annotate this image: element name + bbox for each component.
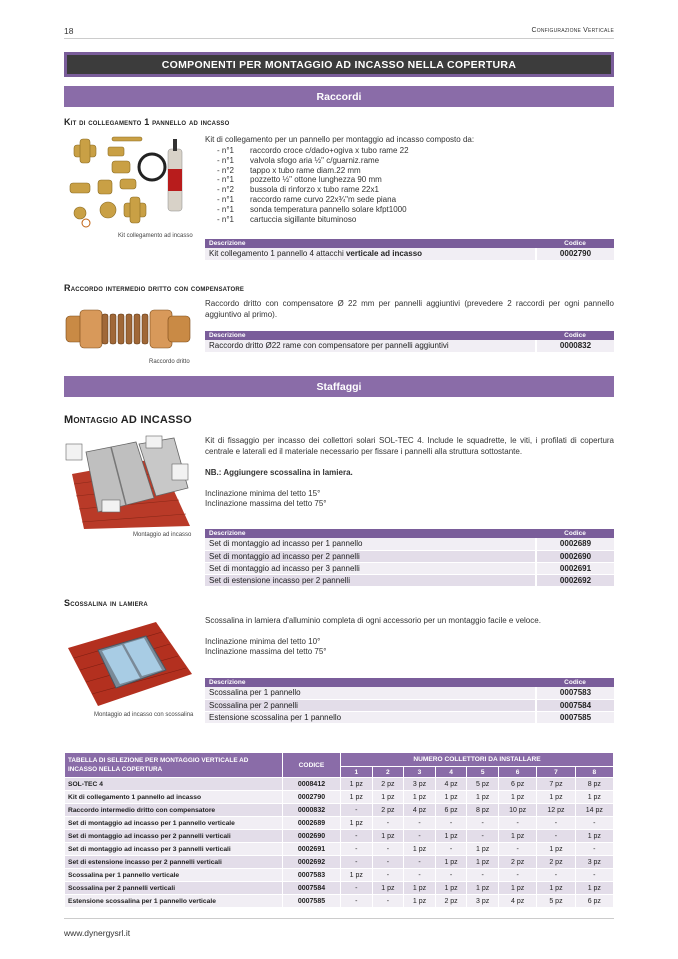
column-header: 3 [404, 767, 436, 778]
row-quantity: 8 pz [467, 804, 499, 817]
row-quantity: 5 pz [467, 778, 499, 791]
selection-table [64, 752, 614, 908]
column-header: 5 [467, 767, 499, 778]
row-label: Kit di collegamento 1 pannello ad incasso [65, 791, 283, 804]
montaggio-note: NB.: Aggiungere scossalina in lamiera. [205, 468, 353, 477]
list-item: - n°2 bussola di rinforzo x tubo rame 22x1 [217, 185, 379, 195]
row-quantity: 1 pz [467, 791, 499, 804]
kit-intro: Kit di collegamento per un pannello per montaggio ad incasso composto da: [205, 135, 475, 144]
row-quantity: 1 pz [467, 843, 499, 856]
row-quantity: - [404, 869, 436, 882]
row-quantity: 1 pz [404, 895, 436, 908]
row-quantity: 1 pz [435, 791, 467, 804]
table-header-code: Codice [536, 678, 614, 687]
table-row [65, 830, 614, 843]
main-title-banner [64, 52, 614, 77]
scossalina-image [64, 618, 194, 708]
list-item: - n°1 raccordo rame curvo 22x¾"m sede piana [217, 194, 397, 204]
row-quantity: 6 pz [575, 895, 613, 908]
row-quantity: 4 pz [435, 778, 467, 791]
row-quantity: 1 pz [537, 843, 575, 856]
list-item: - n°1 cartuccia sigillante bituminoso [217, 214, 357, 224]
raccordo-title: Raccordo intermedio dritto con compensatore [64, 283, 245, 293]
row-quantity: 1 pz [404, 791, 436, 804]
row-quantity: - [341, 804, 373, 817]
table-row [65, 817, 614, 830]
row-label: Set di montaggio ad incasso per 2 pannelli verticali [65, 830, 283, 843]
row-quantity: - [467, 869, 499, 882]
scossalina-incl-min: Inclinazione minima del tetto 10° [205, 637, 321, 646]
scossalina-description: Scossalina in lamiera d'alluminio completa di ogni accessorio per un montaggio facile e veloce. [205, 616, 541, 625]
selection-title: TABELLA DI SELEZIONE PER MONTAGGIO VERTICALE AD INCASSO NELLA COPERTURA [65, 753, 283, 778]
kit-items-list [205, 146, 409, 224]
row-label: Set di montaggio ad incasso per 3 pannelli verticali [65, 843, 283, 856]
row-label: SOL-TEC 4 [65, 778, 283, 791]
row-quantity: 1 pz [341, 791, 373, 804]
row-quantity: 1 pz [435, 830, 467, 843]
raccordo-product-table [205, 331, 614, 353]
row-quantity: 1 pz [537, 882, 575, 895]
montaggio-incl-max: Inclinazione massima del tetto 75° [205, 499, 327, 508]
raccordo-caption: Raccordo dritto [149, 359, 190, 365]
list-item: - n°2 tappo x tubo rame diam.22 mm [217, 165, 361, 175]
page-number: 18 [64, 26, 74, 36]
row-quantity: - [404, 830, 436, 843]
row-quantity: - [404, 856, 436, 869]
row-quantity: - [498, 869, 536, 882]
row-quantity: 4 pz [404, 804, 436, 817]
montaggio-title: Montaggio AD INCASSO [64, 414, 192, 426]
row-quantity: - [372, 895, 404, 908]
row-quantity: 2 pz [435, 895, 467, 908]
list-item: - n°1 raccordo croce c/dado+ogiva x tubo rame 22 [217, 146, 409, 155]
row-quantity: 1 pz [435, 856, 467, 869]
row-quantity: 1 pz [498, 830, 536, 843]
row-quantity: - [341, 843, 373, 856]
column-header: 7 [537, 767, 575, 778]
table-row [65, 791, 614, 804]
kit-image [64, 135, 194, 230]
column-header: 8 [575, 767, 613, 778]
table-header-code: Codice [536, 239, 614, 248]
row-code: 0002692 [283, 856, 341, 869]
column-header: 4 [435, 767, 467, 778]
scossalina-title: Scossalina in lamiera [64, 598, 148, 608]
table-header-description: Descrizione [205, 239, 536, 248]
table-row [65, 778, 614, 791]
row-quantity: 1 pz [575, 882, 613, 895]
row-quantity: 1 pz [467, 856, 499, 869]
row-quantity: 10 pz [498, 804, 536, 817]
kit-caption: Kit collegamento ad incasso [118, 233, 193, 239]
row-quantity: - [435, 869, 467, 882]
row-code: 0008412 [283, 778, 341, 791]
main-title: COMPONENTI PER MONTAGGIO AD INCASSO NELLA COPERTURA [67, 55, 611, 74]
row-quantity: 1 pz [404, 882, 436, 895]
column-header: 2 [372, 767, 404, 778]
row-code: 0002691 [283, 843, 341, 856]
row-quantity: - [341, 830, 373, 843]
row-quantity: - [467, 830, 499, 843]
row-quantity: - [435, 843, 467, 856]
table-header-code: Codice [536, 529, 614, 538]
row-label: Estensione scossalina per 1 pannello verticale [65, 895, 283, 908]
section-header: Configurazione Verticale [531, 27, 614, 34]
row-quantity: - [498, 843, 536, 856]
table-header-code: Codice [536, 331, 614, 340]
list-item: - n°1 valvola sfogo aria ½" c/guarniz.rame [217, 155, 380, 165]
table-row: Estensione scossalina per 1 pannello 0007585 [205, 711, 614, 723]
row-quantity: 2 pz [537, 856, 575, 869]
row-quantity: - [341, 882, 373, 895]
row-quantity: 3 pz [404, 778, 436, 791]
row-code: 0007584 [283, 882, 341, 895]
band-raccordi: Raccordi [64, 86, 614, 107]
column-header: 6 [498, 767, 536, 778]
row-quantity: - [341, 856, 373, 869]
raccordo-description: Raccordo dritto con compensatore Ø 22 mm per pannelli aggiuntivi (prevedere 2 raccordi per ogni pannello aggiuntivo al primo). [205, 299, 614, 319]
row-quantity: 1 pz [372, 830, 404, 843]
table-row: Set di montaggio ad incasso per 3 pannelli 0002691 [205, 562, 614, 574]
row-quantity: - [575, 817, 613, 830]
row-quantity: 14 pz [575, 804, 613, 817]
scossalina-product-table [205, 678, 614, 724]
row-quantity: 1 pz [498, 882, 536, 895]
kit-product-table [205, 239, 614, 261]
row-quantity: 3 pz [467, 895, 499, 908]
footer-divider [64, 918, 614, 919]
band-staffaggi: Staffaggi [64, 376, 614, 397]
table-row: Scossalina per 1 pannello 0007583 [205, 687, 614, 699]
scossalina-caption: Montaggio ad incasso con scossalina [94, 712, 194, 718]
list-item: - n°1 sonda temperatura pannello solare kfpt1000 [217, 204, 407, 214]
table-row: Set di montaggio ad incasso per 1 pannello 0002689 [205, 538, 614, 550]
row-quantity: 1 pz [341, 778, 373, 791]
row-code: 0002690 [283, 830, 341, 843]
row-quantity: 3 pz [575, 856, 613, 869]
table-row [65, 882, 614, 895]
scossalina-incl-max: Inclinazione massima del tetto 75° [205, 647, 327, 656]
table-row [65, 856, 614, 869]
row-quantity: 1 pz [435, 882, 467, 895]
row-quantity: 12 pz [537, 804, 575, 817]
row-quantity: - [575, 843, 613, 856]
table-row [65, 804, 614, 817]
row-quantity: 1 pz [498, 791, 536, 804]
row-quantity: 1 pz [372, 882, 404, 895]
row-quantity: - [537, 830, 575, 843]
row-quantity: 5 pz [537, 895, 575, 908]
row-quantity: 2 pz [498, 856, 536, 869]
table-header-description: Descrizione [205, 331, 536, 340]
row-label: Scossalina per 2 pannelli verticali [65, 882, 283, 895]
column-header: 1 [341, 767, 373, 778]
row-quantity: - [435, 817, 467, 830]
table-row: Set di estensione incasso per 2 pannelli 0002692 [205, 574, 614, 586]
row-code: 0007585 [283, 895, 341, 908]
row-code: 0002689 [283, 817, 341, 830]
row-quantity: 1 pz [404, 843, 436, 856]
footer-url: www.dynergysrl.it [64, 928, 131, 938]
row-quantity: - [537, 817, 575, 830]
row-quantity: - [372, 817, 404, 830]
selection-code-header: CODICE [283, 753, 341, 778]
row-quantity: 6 pz [435, 804, 467, 817]
row-label: Set di estensione incasso per 2 pannelli verticali [65, 856, 283, 869]
montaggio-incl-min: Inclinazione minima del tetto 15° [205, 489, 321, 498]
row-quantity: - [498, 817, 536, 830]
row-quantity: - [467, 817, 499, 830]
table-row: Set di montaggio ad incasso per 2 pannelli 0002690 [205, 550, 614, 562]
montaggio-caption: Montaggio ad incasso [133, 532, 192, 538]
table-row [65, 869, 614, 882]
montaggio-product-table [205, 529, 614, 587]
montaggio-description: Kit di fissaggio per incasso dei collettori solari SOL-TEC 4. Include le squadrette, le viti, i profilati di copertura centrale e laterali ed il materiale necessario per fissare i pannelli alla struttura sottostante. [205, 436, 614, 456]
list-item: - n°1 pozzetto ½" ottone lunghezza 90 mm [217, 175, 382, 185]
row-quantity: - [372, 856, 404, 869]
row-quantity: 1 pz [575, 791, 613, 804]
header-divider [64, 38, 614, 39]
row-quantity: 2 pz [372, 778, 404, 791]
row-code: 0000832 [283, 804, 341, 817]
row-quantity: 2 pz [372, 804, 404, 817]
row-quantity: - [575, 869, 613, 882]
montaggio-image [64, 434, 194, 529]
row-quantity: 1 pz [575, 830, 613, 843]
row-quantity: 1 pz [341, 817, 373, 830]
row-label: Set di montaggio ad incasso per 1 pannello verticale [65, 817, 283, 830]
table-row: Kit collegamento 1 pannello 4 attacchi verticale ad incasso 0002790 [205, 248, 614, 260]
row-code: 0002790 [283, 791, 341, 804]
table-row [65, 895, 614, 908]
row-quantity: - [372, 869, 404, 882]
kit-title: Kit di collegamento 1 pannello ad incasso [64, 117, 230, 127]
row-label: Scossalina per 1 pannello verticale [65, 869, 283, 882]
row-quantity: 1 pz [341, 869, 373, 882]
table-row [65, 843, 614, 856]
selection-count-header: NUMERO COLLETTORI DA INSTALLARE [341, 753, 614, 767]
row-quantity: 7 pz [537, 778, 575, 791]
raccordo-image [64, 302, 192, 354]
row-quantity: - [537, 869, 575, 882]
table-row: Scossalina per 2 pannelli 0007584 [205, 699, 614, 711]
row-quantity: - [372, 843, 404, 856]
row-quantity: 1 pz [372, 791, 404, 804]
row-quantity: - [404, 817, 436, 830]
table-header-description: Descrizione [205, 529, 536, 538]
table-header-description: Descrizione [205, 678, 536, 687]
row-quantity: 6 pz [498, 778, 536, 791]
row-quantity: 1 pz [467, 882, 499, 895]
row-quantity: 8 pz [575, 778, 613, 791]
row-code: 0007583 [283, 869, 341, 882]
row-label: Raccordo intermedio dritto con compensatore [65, 804, 283, 817]
table-row: Raccordo dritto Ø22 rame con compensatore per pannelli aggiuntivi 0000832 [205, 340, 614, 352]
row-quantity: - [341, 895, 373, 908]
row-quantity: 1 pz [537, 791, 575, 804]
row-quantity: 4 pz [498, 895, 536, 908]
